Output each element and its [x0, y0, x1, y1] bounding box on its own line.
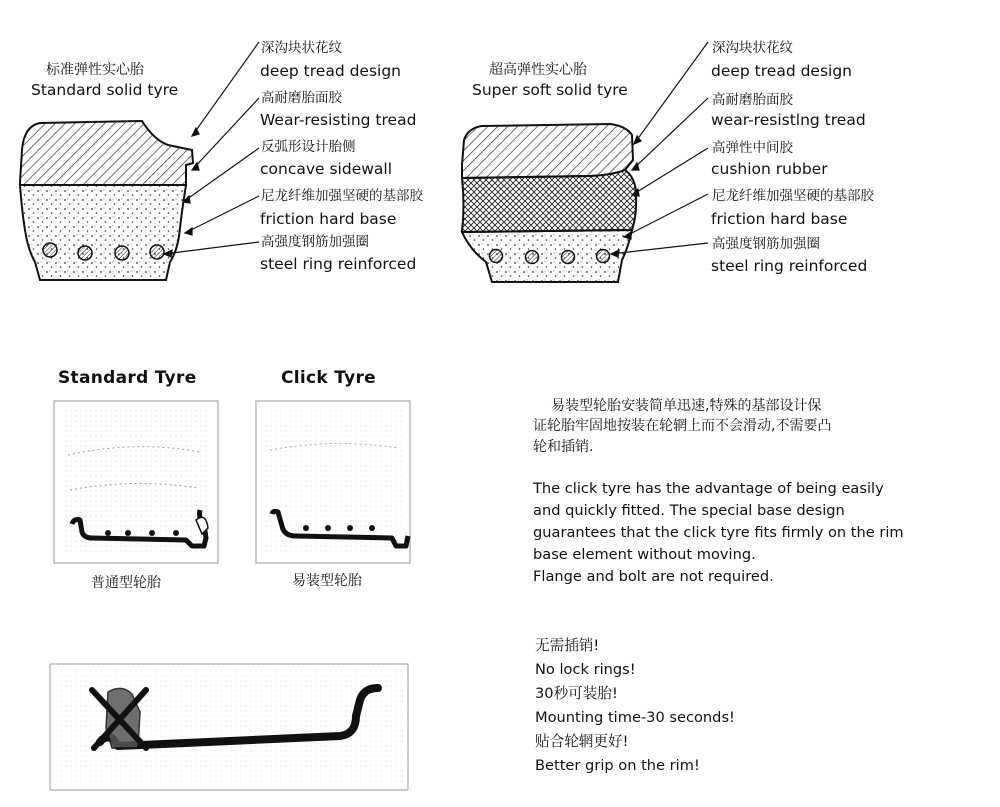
- standard-callout-5-en: steel ring reinforced: [260, 255, 417, 273]
- advantage-3: 30秒可装胎!: [535, 685, 618, 702]
- advantage-6: Better grip on the rim!: [535, 757, 700, 774]
- advantage-1: 无需插销!: [535, 637, 600, 654]
- super-soft-tyre-section: [462, 124, 636, 282]
- standard-callout-4-en: friction hard base: [260, 210, 397, 228]
- standard-callout-1-cn: 深沟块状花纹: [261, 40, 342, 56]
- description-en-line-2: and quickly fitted. The special base design: [533, 502, 845, 519]
- advantage-4: Mounting time-30 seconds!: [535, 709, 735, 726]
- standard-callout-2-en: Wear-resisting tread: [260, 111, 417, 129]
- standard-callout-2-cn: 高耐磨胎面胶: [261, 90, 342, 106]
- super-soft-callout-1-cn: 深沟块状花纹: [712, 40, 793, 56]
- click-tyre-caption: 易装型轮胎: [292, 573, 362, 589]
- standard-tyre-caption: 普通型轮胎: [91, 575, 161, 591]
- standard-tyre-box: [54, 401, 218, 563]
- click-tyre-heading: Click Tyre: [281, 368, 377, 388]
- standard-callout-3-cn: 反弧形设计胎侧: [261, 139, 356, 155]
- description-cn-line-2: 证轮胎牢固地按装在轮辋上而不会滑动,不需要凸: [533, 418, 832, 434]
- description-en-line-4: base element without moving.: [533, 546, 756, 563]
- standard-callout-4-cn: 尼龙纤维加强坚硬的基部胶: [261, 188, 423, 204]
- advantage-5: 贴合轮辋更好!: [535, 733, 629, 750]
- standard-callout-1-en: deep tread design: [260, 62, 402, 80]
- description-cn-line-3: 轮和插销.: [533, 439, 594, 455]
- standard-tyre-heading: Standard Tyre: [58, 368, 197, 388]
- super-soft-callout-3-en: cushion rubber: [711, 160, 828, 178]
- super-soft-callout-2-cn: 高耐磨胎面胶: [712, 92, 793, 108]
- super-soft-callout-4-en: friction hard base: [711, 210, 848, 228]
- rim-no-lock-ring-box: [50, 664, 408, 790]
- description-en-line-3: guarantees that the click tyre fits firmly on the rim: [533, 524, 904, 541]
- super-soft-callout-1-en: deep tread design: [711, 62, 853, 80]
- super-soft-callout-2-en: wear-resistlng tread: [711, 111, 866, 129]
- super-soft-title-en: Super soft solid tyre: [472, 81, 628, 99]
- standard-title-en: Standard solid tyre: [31, 81, 179, 99]
- standard-callout-3-en: concave sidewall: [260, 160, 393, 178]
- super-soft-callout-5-cn: 高强度钢筋加强圈: [712, 236, 820, 252]
- super-soft-callout-3-cn: 高弹性中间胶: [712, 140, 793, 156]
- standard-title-cn: 标准弹性实心胎: [46, 62, 144, 78]
- description-en-line-1: The click tyre has the advantage of being easily: [533, 480, 884, 497]
- description-cn-line-1: 易装型轮胎安装简单迅速,特殊的基部设计保: [551, 398, 822, 414]
- super-soft-callout-5-en: steel ring reinforced: [711, 257, 868, 275]
- description-en-line-5: Flange and bolt are not required.: [533, 568, 774, 585]
- advantage-2: No lock rings!: [535, 661, 636, 678]
- standard-callout-5-cn: 高强度钢筋加强圈: [261, 234, 369, 250]
- standard-solid-tyre-section: [20, 121, 193, 280]
- click-tyre-box: [256, 401, 410, 563]
- super-soft-callout-4-cn: 尼龙纤维加强坚硬的基部胶: [712, 188, 874, 204]
- super-soft-title-cn: 超高弹性实心胎: [489, 62, 587, 78]
